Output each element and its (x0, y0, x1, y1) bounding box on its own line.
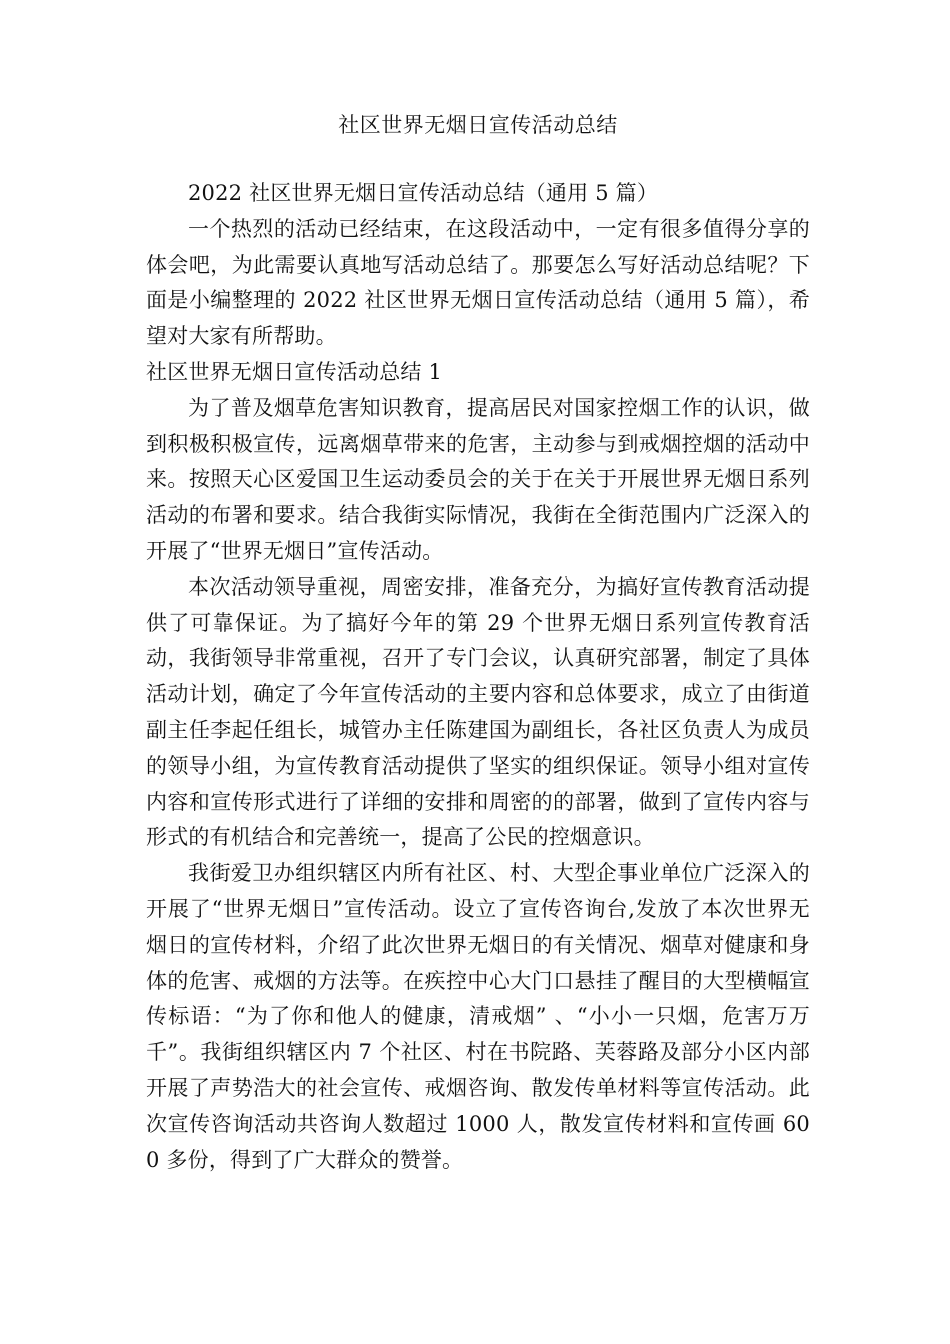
body-paragraph-3: 我街爱卫办组织辖区内所有社区、村、大型企事业单位广泛深入的开展了“世界无烟日”宣传活动。设立了宣传咨询台,发放了本次世界无烟日的宣传材料，介绍了此次世界无烟日的有关情况、烟草对健康和身体的危害、戒烟的方法等。在疾控中心大门口悬挂了醒目的大型横幅宣传标语：“为了你和他人的健康，清戒烟” 、“小小一只烟，危害万万千”。我街组织辖区内 7 个社区、村在书院路、芙蓉路及部分小区内部开展了声势浩大的社会宣传、戒烟咨询、散发传单材料等宣传活动。此次宣传咨询活动共咨询人数超过 1000 人，散发宣传材料和宣传画 600 多份，得到了广大群众的赞誉。 (146, 861, 810, 1172)
section-heading-1: 社区世界无烟日宣传活动总结 1 (146, 359, 443, 384)
body-paragraph-2: 本次活动领导重视，周密安排，准备充分，为搞好宣传教育活动提供了可靠保证。为了搞好今年的第 29 个世界无烟日系列宣传教育活动，我街领导非常重视，召开了专门会议，认真研究部署，制定了具体活动计划，确定了今年宣传活动的主要内容和总体要求，成立了由街道副主任李起任组长，城管办主任陈建国为副组长，各社区负责人为成员的领导小组，为宣传教育活动提供了坚实的组织保证。领导小组对宣传内容和宣传形式进行了详细的安排和周密的的部署，做到了宣传内容与形式的有机结合和完善统一，提高了公民的控烟意识。 (146, 574, 810, 850)
intro-paragraph: 一个热烈的活动已经结束，在这段活动中，一定有很多值得分享的体会吧，为此需要认真地写活动总结了。那要怎么写好活动总结呢？下面是小编整理的 2022 社区世界无烟日宣传活动总结（通用 5 篇），希望对大家有所帮助。 (146, 216, 810, 349)
document-body (146, 108, 810, 1178)
body-paragraph-1: 为了普及烟草危害知识教育，提高居民对国家控烟工作的认识，做到积极积极宣传，远离烟草带来的危害，主动参与到戒烟控烟的活动中来。按照天心区爱国卫生运动委员会的关于在关于开展世界无烟日系列活动的布署和要求。结合我街实际情况，我街在全街范围内广泛深入的开展了“世界无烟日”宣传活动。 (146, 395, 810, 563)
document-subtitle: 2022 社区世界无烟日宣传活动总结（通用 5 篇） (188, 181, 659, 205)
document-title: 社区世界无烟日宣传活动总结 (338, 113, 618, 137)
